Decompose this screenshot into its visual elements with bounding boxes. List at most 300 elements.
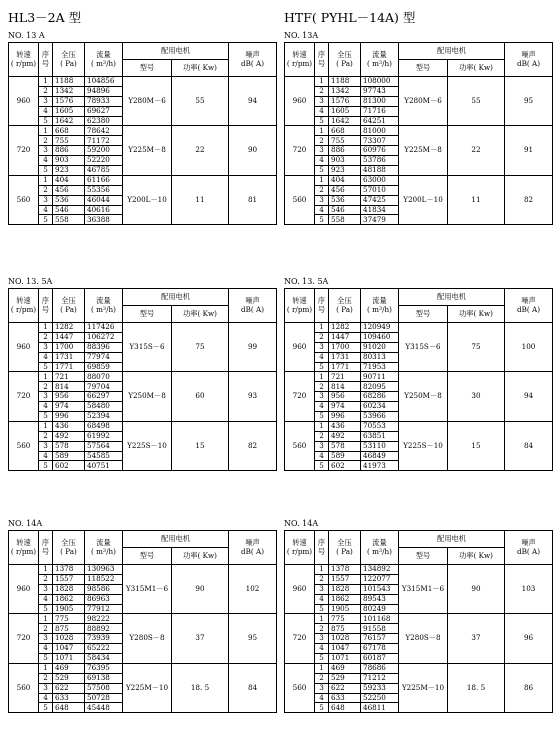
noise-cell: 95 <box>229 614 277 663</box>
seq-cell: 2 <box>39 136 53 146</box>
model-number-label: NO. 13. 5A <box>8 277 53 286</box>
noise-header-unit: dB( A) <box>517 304 540 314</box>
seq-cell: 3 <box>315 584 329 594</box>
seq-cell: 5 <box>315 461 329 471</box>
motor-power-cell: 11 <box>448 175 505 224</box>
seq-cell: 3 <box>39 146 53 156</box>
seq-header-label: 序 <box>317 296 326 305</box>
seq-cell: 4 <box>315 402 329 412</box>
seq-cell: 3 <box>39 96 53 106</box>
pressure-header-label: 全压 <box>337 50 352 59</box>
flow-header <box>85 43 123 77</box>
model-number-label: NO. 14A <box>8 519 43 528</box>
seq-cell: 5 <box>315 116 329 126</box>
flow-cell: 82095 <box>361 382 399 392</box>
seq-cell: 3 <box>39 441 53 451</box>
noise-cell: 82 <box>505 175 553 224</box>
seq-cell: 2 <box>39 624 53 634</box>
speed-header-unit: ( r/pm) <box>286 546 313 556</box>
pressure-cell: 775 <box>329 614 361 624</box>
pressure-cell: 1905 <box>329 604 361 614</box>
noise-cell: 94 <box>505 372 553 421</box>
speed-cell: 960 <box>9 565 39 614</box>
seq-cell: 4 <box>39 205 53 215</box>
pressure-cell: 814 <box>329 382 361 392</box>
motor-power-cell: 22 <box>448 126 505 175</box>
fan-model-block <box>8 276 276 471</box>
flow-header <box>361 289 399 323</box>
noise-cell: 91 <box>505 126 553 175</box>
flow-cell: 81000 <box>361 126 399 136</box>
pressure-header-label: 全压 <box>337 538 352 547</box>
flow-cell: 57564 <box>85 441 123 451</box>
speed-header-label: 转速 <box>16 296 31 305</box>
noise-header <box>229 531 277 565</box>
seq-cell: 1 <box>39 614 53 624</box>
seq-cell: 5 <box>39 166 53 176</box>
seq-cell: 4 <box>315 352 329 362</box>
flow-cell: 73307 <box>361 136 399 146</box>
flow-cell: 91020 <box>361 342 399 352</box>
table-row <box>285 372 553 382</box>
noise-header <box>505 289 553 323</box>
seq-header <box>315 43 329 77</box>
pressure-cell: 1028 <box>53 634 85 644</box>
pressure-header <box>329 289 361 323</box>
pressure-cell: 1731 <box>329 352 361 362</box>
flow-cell: 104856 <box>85 77 123 87</box>
model-header: 型号 <box>399 548 448 565</box>
flow-cell: 90711 <box>361 372 399 382</box>
flow-cell: 52250 <box>361 693 399 703</box>
pressure-cell: 1771 <box>329 362 361 372</box>
pressure-cell: 1576 <box>329 96 361 106</box>
noise-cell: 82 <box>229 421 277 470</box>
seq-cell: 2 <box>315 574 329 584</box>
flow-unit-pre: ( m <box>367 546 379 556</box>
flow-cell: 59233 <box>361 683 399 693</box>
pressure-cell: 536 <box>53 195 85 205</box>
flow-unit-post: /h) <box>106 58 116 68</box>
seq-cell: 1 <box>315 77 329 87</box>
performance-table <box>284 530 553 713</box>
flow-cell: 70553 <box>361 421 399 431</box>
motor-power-cell: 30 <box>448 372 505 421</box>
flow-cell: 101168 <box>361 614 399 624</box>
table-row <box>285 77 553 87</box>
noise-header-label: 噪声 <box>521 50 536 59</box>
pressure-cell: 404 <box>329 175 361 185</box>
flow-unit-sup: 3 <box>378 547 383 554</box>
header-row <box>285 289 553 306</box>
pressure-header-unit: ( Pa) <box>336 304 353 314</box>
header-row <box>285 531 553 548</box>
pressure-cell: 775 <box>53 614 85 624</box>
pressure-cell: 1557 <box>53 574 85 584</box>
flow-cell: 117426 <box>85 323 123 333</box>
pressure-cell: 923 <box>53 166 85 176</box>
pressure-cell: 996 <box>53 412 85 422</box>
pressure-cell: 1282 <box>53 323 85 333</box>
pressure-cell: 589 <box>329 451 361 461</box>
speed-header-label: 转速 <box>292 296 307 305</box>
noise-cell: 81 <box>229 175 277 224</box>
pressure-header-unit: ( Pa) <box>336 58 353 68</box>
seq-cell: 4 <box>39 352 53 362</box>
seq-cell: 4 <box>315 156 329 166</box>
seq-cell: 3 <box>315 195 329 205</box>
seq-cell: 1 <box>39 372 53 382</box>
motor-model-cell: Y225S－10 <box>123 421 172 470</box>
noise-cell: 84 <box>229 663 277 712</box>
pressure-cell: 875 <box>53 624 85 634</box>
seq-cell: 5 <box>315 166 329 176</box>
flow-cell: 76157 <box>361 634 399 644</box>
noise-cell: 94 <box>229 77 277 126</box>
pressure-header-label: 全压 <box>61 296 76 305</box>
flow-header-unit <box>85 548 122 557</box>
motor-model-cell: Y225M－8 <box>399 126 448 175</box>
table-row <box>285 614 553 624</box>
flow-cell: 40751 <box>85 461 123 471</box>
pressure-cell: 648 <box>53 703 85 713</box>
pressure-header-unit: ( Pa) <box>60 546 77 556</box>
speed-header <box>9 43 39 77</box>
flow-cell: 130963 <box>85 565 123 575</box>
fan-model-block <box>284 518 552 713</box>
motor-header: 配用电机 <box>399 289 505 306</box>
pressure-cell: 974 <box>53 402 85 412</box>
speed-header-unit: ( r/pm) <box>10 58 37 68</box>
motor-power-cell: 75 <box>172 323 229 372</box>
model-number-label: NO. 13. 5A <box>284 277 329 286</box>
seq-header <box>315 531 329 565</box>
flow-cell: 106272 <box>85 332 123 342</box>
noise-header-unit: dB( A) <box>241 58 264 68</box>
table-row <box>9 323 277 333</box>
pressure-cell: 578 <box>329 441 361 451</box>
flow-cell: 98586 <box>85 584 123 594</box>
pressure-header <box>53 289 85 323</box>
flow-cell: 71716 <box>361 106 399 116</box>
pressure-header-label: 全压 <box>61 50 76 59</box>
flow-cell: 46811 <box>361 703 399 713</box>
motor-model-cell: Y315M1－6 <box>399 565 448 614</box>
motor-power-cell: 90 <box>172 565 229 614</box>
flow-unit-pre: ( m <box>367 58 379 68</box>
seq-cell: 4 <box>315 451 329 461</box>
flow-cell: 63851 <box>361 431 399 441</box>
pressure-cell: 1557 <box>329 574 361 584</box>
power-header: 功率( Kw) <box>448 60 505 77</box>
noise-cell: 84 <box>505 421 553 470</box>
motor-model-cell: Y280M－6 <box>399 77 448 126</box>
motor-model-cell: Y280M－6 <box>123 77 172 126</box>
seq-cell: 2 <box>39 431 53 441</box>
motor-power-cell: 18. 5 <box>448 663 505 712</box>
motor-power-cell: 90 <box>448 565 505 614</box>
flow-cell: 109460 <box>361 332 399 342</box>
speed-cell: 560 <box>285 175 315 224</box>
motor-power-cell: 15 <box>172 421 229 470</box>
flow-cell: 65222 <box>85 644 123 654</box>
seq-cell: 3 <box>39 392 53 402</box>
seq-cell: 5 <box>315 654 329 664</box>
table-row <box>9 565 277 575</box>
speed-cell: 560 <box>9 421 39 470</box>
seq-cell: 1 <box>39 323 53 333</box>
pressure-cell: 755 <box>53 136 85 146</box>
table-row <box>285 421 553 431</box>
seq-cell: 2 <box>315 624 329 634</box>
flow-cell: 80249 <box>361 604 399 614</box>
motor-model-cell: Y315S－6 <box>123 323 172 372</box>
seq-cell: 2 <box>39 673 53 683</box>
speed-cell: 720 <box>9 614 39 663</box>
seq-cell: 4 <box>39 451 53 461</box>
performance-table <box>284 288 553 471</box>
seq-cell: 2 <box>39 382 53 392</box>
motor-model-cell: Y225M－8 <box>123 126 172 175</box>
flow-cell: 58434 <box>85 654 123 664</box>
seq-cell: 4 <box>39 402 53 412</box>
flow-header <box>361 531 399 565</box>
motor-power-cell: 11 <box>172 175 229 224</box>
seq-cell: 3 <box>315 392 329 402</box>
model-header: 型号 <box>123 306 172 323</box>
flow-cell: 46044 <box>85 195 123 205</box>
pressure-cell: 886 <box>53 146 85 156</box>
flow-cell: 61992 <box>85 431 123 441</box>
noise-header-unit: dB( A) <box>241 304 264 314</box>
pressure-cell: 886 <box>329 146 361 156</box>
seq-cell: 5 <box>315 703 329 713</box>
flow-cell: 88070 <box>85 372 123 382</box>
pressure-cell: 622 <box>53 683 85 693</box>
power-header: 功率( Kw) <box>172 548 229 565</box>
flow-cell: 73939 <box>85 634 123 644</box>
flow-unit-sup: 3 <box>102 305 107 312</box>
flow-cell: 62380 <box>85 116 123 126</box>
pressure-header-label: 全压 <box>337 296 352 305</box>
speed-cell: 560 <box>285 663 315 712</box>
table-row <box>9 614 277 624</box>
flow-header-label: 流量 <box>372 50 387 59</box>
seq-cell: 2 <box>315 673 329 683</box>
flow-cell: 69627 <box>85 106 123 116</box>
flow-header-label: 流量 <box>372 538 387 547</box>
pressure-cell: 529 <box>53 673 85 683</box>
flow-cell: 97743 <box>361 86 399 96</box>
noise-header-label: 噪声 <box>521 296 536 305</box>
flow-cell: 46785 <box>85 166 123 176</box>
motor-model-cell: Y225M－10 <box>399 663 448 712</box>
noise-header-label: 噪声 <box>245 296 260 305</box>
motor-model-cell: Y200L－10 <box>399 175 448 224</box>
pressure-cell: 633 <box>329 693 361 703</box>
flow-unit-post: /h) <box>382 58 392 68</box>
flow-cell: 76395 <box>85 663 123 673</box>
fan-model-block <box>8 30 276 225</box>
table-row <box>285 175 553 185</box>
speed-cell: 560 <box>9 663 39 712</box>
seq-header-unit: 号 <box>41 304 50 314</box>
seq-cell: 1 <box>39 77 53 87</box>
pressure-cell: 602 <box>53 461 85 471</box>
speed-cell: 720 <box>285 126 315 175</box>
flow-cell: 60976 <box>361 146 399 156</box>
flow-cell: 36388 <box>85 215 123 225</box>
flow-header-label: 流量 <box>96 538 111 547</box>
flow-cell: 55356 <box>85 185 123 195</box>
flow-header <box>85 289 123 323</box>
flow-cell: 79704 <box>85 382 123 392</box>
flow-header <box>85 531 123 565</box>
pressure-cell: 1700 <box>329 342 361 352</box>
pressure-cell: 923 <box>329 166 361 176</box>
speed-header <box>285 289 315 323</box>
flow-cell: 88892 <box>85 624 123 634</box>
speed-header <box>9 531 39 565</box>
speed-cell: 720 <box>285 614 315 663</box>
flow-unit-sup: 3 <box>102 547 107 554</box>
seq-cell: 4 <box>315 594 329 604</box>
flow-cell: 77974 <box>85 352 123 362</box>
speed-cell: 960 <box>285 323 315 372</box>
flow-cell: 108000 <box>361 77 399 87</box>
seq-cell: 1 <box>39 663 53 673</box>
flow-cell: 60234 <box>361 402 399 412</box>
speed-cell: 960 <box>285 77 315 126</box>
pressure-cell: 648 <box>329 703 361 713</box>
pressure-cell: 1731 <box>53 352 85 362</box>
flow-cell: 89543 <box>361 594 399 604</box>
table-row <box>9 175 277 185</box>
pressure-cell: 436 <box>53 421 85 431</box>
flow-cell: 61166 <box>85 175 123 185</box>
flow-cell: 69138 <box>85 673 123 683</box>
pressure-header <box>329 531 361 565</box>
speed-header-unit: ( r/pm) <box>10 304 37 314</box>
speed-cell: 960 <box>285 565 315 614</box>
flow-cell: 88396 <box>85 342 123 352</box>
pressure-cell: 602 <box>329 461 361 471</box>
seq-cell: 3 <box>39 584 53 594</box>
seq-cell: 1 <box>315 175 329 185</box>
seq-header <box>39 289 53 323</box>
flow-cell: 47425 <box>361 195 399 205</box>
noise-header-unit: dB( A) <box>517 546 540 556</box>
table-row <box>285 323 553 333</box>
flow-unit-pre: ( m <box>367 304 379 314</box>
noise-header <box>505 531 553 565</box>
pressure-header <box>329 43 361 77</box>
speed-cell: 720 <box>9 372 39 421</box>
flow-header-unit <box>85 306 122 315</box>
seq-header-label: 序 <box>317 538 326 547</box>
seq-cell: 3 <box>39 634 53 644</box>
motor-power-cell: 55 <box>172 77 229 126</box>
speed-cell: 560 <box>9 175 39 224</box>
flow-cell: 71212 <box>361 673 399 683</box>
flow-cell: 37479 <box>361 215 399 225</box>
pressure-header-unit: ( Pa) <box>336 546 353 556</box>
seq-cell: 5 <box>39 412 53 422</box>
seq-cell: 5 <box>315 412 329 422</box>
flow-cell: 78686 <box>361 663 399 673</box>
flow-cell: 98222 <box>85 614 123 624</box>
seq-cell: 2 <box>315 382 329 392</box>
motor-model-cell: Y280S－8 <box>123 614 172 663</box>
pressure-header <box>53 531 85 565</box>
pressure-cell: 1771 <box>53 362 85 372</box>
performance-table <box>8 288 277 471</box>
motor-model-cell: Y225M－10 <box>123 663 172 712</box>
header-row <box>9 43 277 60</box>
flow-header <box>361 43 399 77</box>
noise-cell: 93 <box>229 372 277 421</box>
pressure-cell: 1700 <box>53 342 85 352</box>
seq-cell: 1 <box>39 565 53 575</box>
flow-cell: 48188 <box>361 166 399 176</box>
pressure-cell: 1576 <box>53 96 85 106</box>
flow-cell: 60187 <box>361 654 399 664</box>
header-row <box>285 43 553 60</box>
noise-cell: 103 <box>505 565 553 614</box>
pressure-cell: 668 <box>53 126 85 136</box>
flow-header-label: 流量 <box>372 296 387 305</box>
pressure-cell: 492 <box>53 431 85 441</box>
pressure-cell: 1642 <box>53 116 85 126</box>
power-header: 功率( Kw) <box>172 60 229 77</box>
motor-power-cell: 55 <box>448 77 505 126</box>
pressure-header-unit: ( Pa) <box>60 58 77 68</box>
flow-unit-sup: 3 <box>378 305 383 312</box>
fan-model-block <box>284 30 552 225</box>
seq-header-unit: 号 <box>317 546 326 556</box>
pressure-cell: 536 <box>329 195 361 205</box>
pressure-cell: 996 <box>329 412 361 422</box>
speed-header-unit: ( r/pm) <box>10 546 37 556</box>
flow-cell: 68498 <box>85 421 123 431</box>
flow-unit-post: /h) <box>106 546 116 556</box>
seq-cell: 3 <box>315 441 329 451</box>
speed-cell: 960 <box>9 77 39 126</box>
flow-header-label: 流量 <box>96 50 111 59</box>
seq-header-unit: 号 <box>41 546 50 556</box>
pressure-cell: 622 <box>329 683 361 693</box>
seq-cell: 1 <box>39 126 53 136</box>
seq-cell: 5 <box>315 362 329 372</box>
speed-cell: 720 <box>9 126 39 175</box>
seq-cell: 1 <box>315 323 329 333</box>
pressure-cell: 903 <box>329 156 361 166</box>
flow-unit-pre: ( m <box>91 546 103 556</box>
pressure-cell: 956 <box>329 392 361 402</box>
seq-cell: 4 <box>315 693 329 703</box>
flow-cell: 91558 <box>361 624 399 634</box>
speed-header-label: 转速 <box>16 538 31 547</box>
flow-cell: 58480 <box>85 402 123 412</box>
motor-header: 配用电机 <box>123 289 229 306</box>
flow-cell: 120949 <box>361 323 399 333</box>
seq-cell: 3 <box>315 146 329 156</box>
model-number-label: NO. 13 A <box>8 31 45 40</box>
speed-header-unit: ( r/pm) <box>286 304 313 314</box>
flow-cell: 53966 <box>361 412 399 422</box>
pressure-header-unit: ( Pa) <box>60 304 77 314</box>
flow-cell: 122077 <box>361 574 399 584</box>
